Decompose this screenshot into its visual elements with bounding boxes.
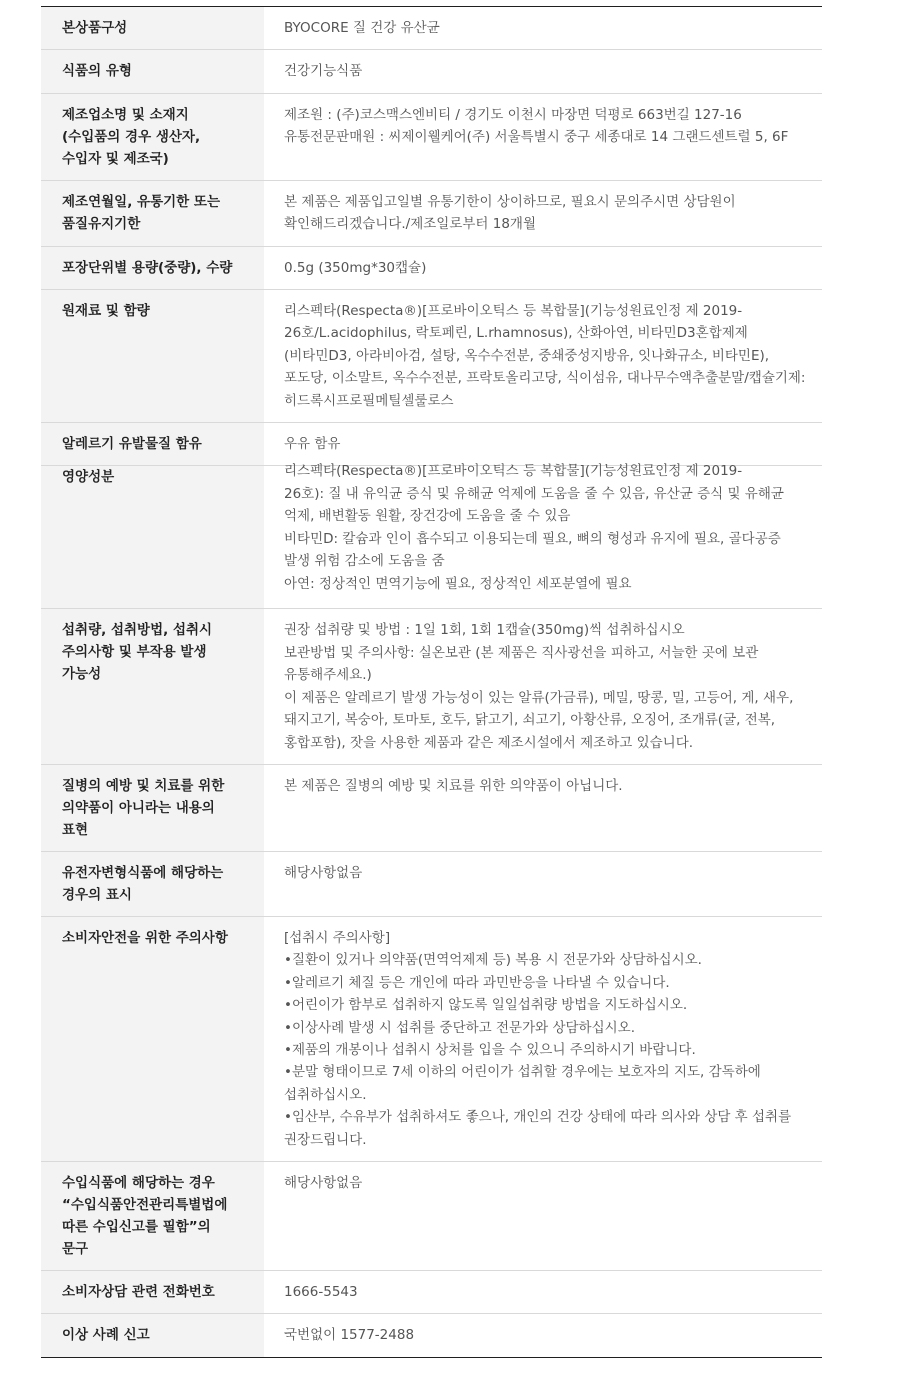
row-label-composition: 본상품구성 bbox=[41, 7, 264, 50]
table-row bbox=[41, 423, 822, 466]
row-label-nutrition: 영양성분 bbox=[41, 466, 264, 609]
table-row bbox=[41, 916, 822, 1161]
row-label-import-notice: 수입식품에 해당하는 경우 “수입식품안전관리특별법에 따른 수입신고를 필함”의 문구 bbox=[41, 1161, 264, 1270]
row-label-ingredients: 원재료 및 함량 bbox=[41, 290, 264, 423]
row-value-intake-method: 권장 섭취량 및 방법 : 1일 1회, 1회 1캡슐(350mg)씩 섭취하십시오 보관방법 및 주의사항: 실온보관 (본 제품은 직사광선을 피하고, 서늘한 곳에 보관 유통해주세요.) 이 제품은 알레르기 발생 가능성이 있는 알류(가금류), 메밀, 땅콩, 밀, 고등어, 게, 새우, 돼지고기, 복숭아, 토마토, 호두, 닭고기, 쇠고기, 아황산류, 오징어, 조개류(굴, 전복, 홍합포함), 잣을 사용한 제품과 같은 제조시설에서 제조하고 있습니다. bbox=[284, 622, 794, 751]
table-row bbox=[41, 93, 822, 180]
row-label-adverse-report: 이상 사례 신고 bbox=[41, 1314, 264, 1357]
table-row bbox=[41, 1314, 822, 1357]
row-value-consumer-phone: 1666-5543 bbox=[284, 1283, 358, 1300]
table-row bbox=[41, 50, 822, 93]
row-value-manufacturer: 제조원 : (주)코스맥스엔비티 / 경기도 이천시 마장면 덕평로 663번길 127-16 유통전문판매원 : 씨제이웰케어(주) 서울특별시 중구 세종대로 14 그랜드센트럴 5, 6F bbox=[284, 106, 789, 146]
table-row bbox=[41, 290, 822, 423]
row-label-manufacturer: 제조업소명 및 소재지 (수입품의 경우 생산자, 수입자 및 제조국) bbox=[41, 93, 264, 180]
row-label-package-capacity: 포장단위별 용량(중량), 수량 bbox=[41, 246, 264, 289]
row-label-food-type: 식품의 유형 bbox=[41, 50, 264, 93]
row-value-consumer-safety: [섭취시 주의사항] •질환이 있거나 의약품(면역억제제 등) 복용 시 전문가와 상담하십시오. •알레르기 체질 등은 개인에 따라 과민반응을 나타낼 수 있습니다. •어린이가 함부로 섭취하지 않도록 일일섭취량 방법을 지도하십시오. •이상사례 발생 시 섭취를 중단하고 전문가와 상담하십시오. •제품의 개봉이나 섭취시 상처를 입을 수 있으니 주의하시기 바랍니다. •분말 형태이므로 7세 이하의 어린이가 섭취할 경우에는 보호자의 지도, 감독하에 섭취하십시오. •임산부, 수유부가 섭취하셔도 좋으나, 개인의 건강 상태에 따라 의사와 상담 후 섭취를 권장드립니다. bbox=[284, 929, 792, 1148]
row-value-ingredients: 리스펙타(Respecta®)[프로바이오틱스 등 복합물](기능성원료인정 제 2019-26호/L.acidophilus, 락토페린, L.rhamnosus), 산화아연, 비타민D3혼합제제(비타민D3, 아라비아검, 설탕, 옥수수전분, 중쇄중성지방유, 잇나화규소, 비타민E), 포도당, 이소말트, 옥수수전분, 프락토올리고당, 식이섬유, 대나무수액추출분말/캡슐기제: 히드록시프로필메틸셀룰로스 bbox=[284, 303, 806, 409]
row-label-gmo: 유전자변형식품에 해당하는 경우의 표시 bbox=[41, 851, 264, 916]
table-row bbox=[41, 180, 822, 246]
table-row bbox=[41, 764, 822, 851]
row-value-expiration: 본 제품은 제품입고일별 유통기한이 상이하므로, 필요시 문의주시면 상담원이 확인해드리겠습니다./제조일로부터 18개월 bbox=[284, 193, 736, 233]
row-label-consumer-phone: 소비자상담 관련 전화번호 bbox=[41, 1270, 264, 1313]
row-value-food-type: 건강기능식품 bbox=[284, 63, 363, 80]
row-value-not-medicine: 본 제품은 질병의 예방 및 치료를 위한 의약품이 아닙니다. bbox=[284, 777, 623, 794]
table-row bbox=[41, 609, 822, 764]
product-info-table bbox=[41, 6, 822, 1358]
table-row bbox=[41, 1161, 822, 1270]
row-value-import-notice: 해당사항없음 bbox=[284, 1174, 363, 1191]
row-value-composition: BYOCORE 질 건강 유산균 bbox=[284, 20, 440, 36]
row-label-intake-method: 섭취량, 섭취방법, 섭취시 주의사항 및 부작용 발생 가능성 bbox=[41, 609, 264, 764]
row-value-gmo: 해당사항없음 bbox=[284, 864, 363, 881]
row-label-allergen: 알레르기 유발물질 함유 bbox=[41, 423, 264, 466]
table-row bbox=[41, 1270, 822, 1313]
row-value-nutrition: 리스펙타(Respecta®)[프로바이오틱스 등 복합물](기능성원료인정 제 2019- 26호): 질 내 유익균 증식 및 유해균 억제에 도움을 줄 수 있음, 유산균 증식 및 유해균 억제, 배변활동 원활, 장건강에 도움을 줄 수 있음 비타민D: 칼슘과 인이 흡수되고 이용되는데 필요, 뼈의 형성과 유지에 필요, 골다공증 발생 위험 감소에 도움을 줌 아연: 정상적인 면역기능에 필요, 정상적인 세포분열에 필요 bbox=[284, 463, 784, 592]
table-row bbox=[41, 851, 822, 916]
table-row bbox=[41, 246, 822, 289]
row-label-expiration: 제조연월일, 유통기한 또는 품질유지기한 bbox=[41, 180, 264, 246]
row-value-adverse-report: 국번없이 1577-2488 bbox=[284, 1327, 415, 1344]
row-value-allergen: 우유 함유 bbox=[284, 436, 341, 453]
row-label-consumer-safety: 소비자안전을 위한 주의사항 bbox=[41, 916, 264, 1161]
row-label-not-medicine: 질병의 예방 및 치료를 위한 의약품이 아니라는 내용의 표현 bbox=[41, 764, 264, 851]
row-value-package-capacity: 0.5g (350mg*30캡슐) bbox=[284, 259, 427, 276]
table-row bbox=[41, 466, 822, 609]
table-row bbox=[41, 7, 822, 50]
